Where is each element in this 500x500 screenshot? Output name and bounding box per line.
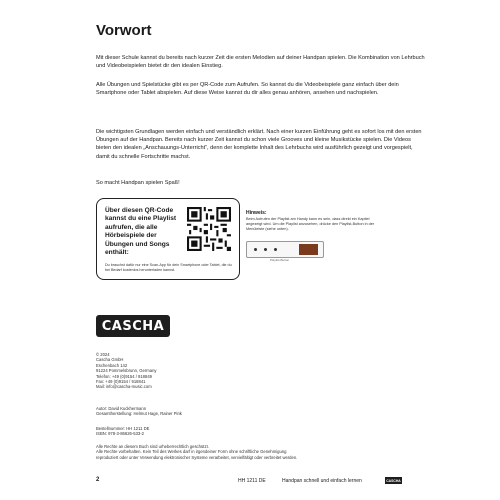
imprint-line: Autor: David Kuckhermann [96,406,147,411]
hint-box [246,210,376,232]
page-number: 2 [96,477,100,483]
imprint-line: 91224 Pommelsbrunn, Germany [96,368,157,374]
page-footer [96,477,426,487]
qr-note: Du brauchst dafür nur eine Scan-App für dein Smartphone oder Tablet, die du bei Bedarf kostenlos herunterladen kannst. [105,263,232,272]
page-title: Vorwort [96,22,152,39]
credits [96,406,182,417]
playlist-button-label: Playlist-Button [270,258,290,262]
imprint-line: Cascha GmbH [96,357,124,363]
imprint-line: reproduziert oder unter Verwendung elektronischer Systeme verarbeitet, vervielfältigt oder verbreitet werden. [96,454,298,460]
imprint-line: Fax: +49 (0)9154 / 918841 [96,379,146,385]
book-title: Handpan schnell und einfach lernen [282,478,362,484]
imprint-line: Gesamtherstellung: Helmut Hage, Rainer Pink [96,411,182,417]
imprint-line: ISBN: 978-3-86626-533-2 [96,431,144,437]
publisher-address [96,352,157,390]
closing-paragraph: So macht Handpan spielen Spaß! [96,180,180,186]
imprint-line: Mail: info@cascha-music.com [96,384,152,390]
qr-paragraph: Alle Übungen und Spielstücke gibt es per QR-Code zum Aufrufen. So kannst du die Videobeispiele ganz einfach über dein Smartphone oder Tablet abspielen. Auf diese Weise kannst du dir alles genau anhören, ansehen und nachspielen. [96,82,399,97]
order-code: HH 1211 DE [238,478,266,484]
rights-notice [96,444,297,460]
qr-info-box [96,198,240,280]
imprint-line: Telefon: +49 (0)9154 / 918849 [96,373,152,379]
imprint-line: Alle Rechte vorbehalten. Kein Teil des Werkes darf in irgendeiner Form ohne schriftliche Genehmigung [96,449,287,455]
footer-logo: CASCHA [386,478,401,483]
intro-paragraph: Mit dieser Schule kannst du bereits nach kurzer Zeit die ersten Melodien auf deiner Handpan spielen. Die Kombination von Lehrbuch und Videobeispielen bietet dir den idealen Einstieg. [96,55,425,70]
video-thumbnail [299,244,318,255]
order-numbers [96,426,149,437]
qr-code-icon[interactable] [187,207,231,251]
imprint-line: Alle Rechte an diesem Buch sind urheberrechtlich geschützt. [96,444,209,449]
player-control-icon [254,248,257,251]
basics-paragraph: Die wichtigsten Grundlagen werden einfach und verständlich erklärt. Nach einer kurzen Einführung geht es sofort los mit den ersten Übungen auf der Handpan. Bereits nach kurzer Zeit kannst du schon viele Grooves und kleine Musikstücke spielen. Die Videos bieten den idealen „Anschauungs-Unterricht“, denn der komplette Inhalt des Lehrbuchs wird ausführlich gezeigt und vorgespielt, damit du schnelle Fortschritte machst. [96,129,422,160]
imprint-line: Eschenbach 142 [96,362,128,368]
imprint-line: Bestellnummer: HH 1211 DE [96,426,150,431]
qr-heading: Über diesen QR-Code kannst du eine Playlist aufrufen, die alle Hörbeispiele der Übungen und Songs enthält: [105,207,177,257]
hint-text: Beim Aufrufen der Playlist am Handy kann es sein, dass direkt ein Kapitel angezeigt wird. Um die Playlist anzusehen, drücke den Playlist-Button in der Menüleiste (siehe unten). [246,217,375,231]
player-control-icon [264,248,267,251]
hint-title: Hinweis: [246,210,267,216]
player-bar-illustration [246,241,324,258]
cascha-logo: CASCHA [96,315,170,337]
imprint-line: © 2024 [96,352,110,357]
player-control-icon [274,248,277,251]
